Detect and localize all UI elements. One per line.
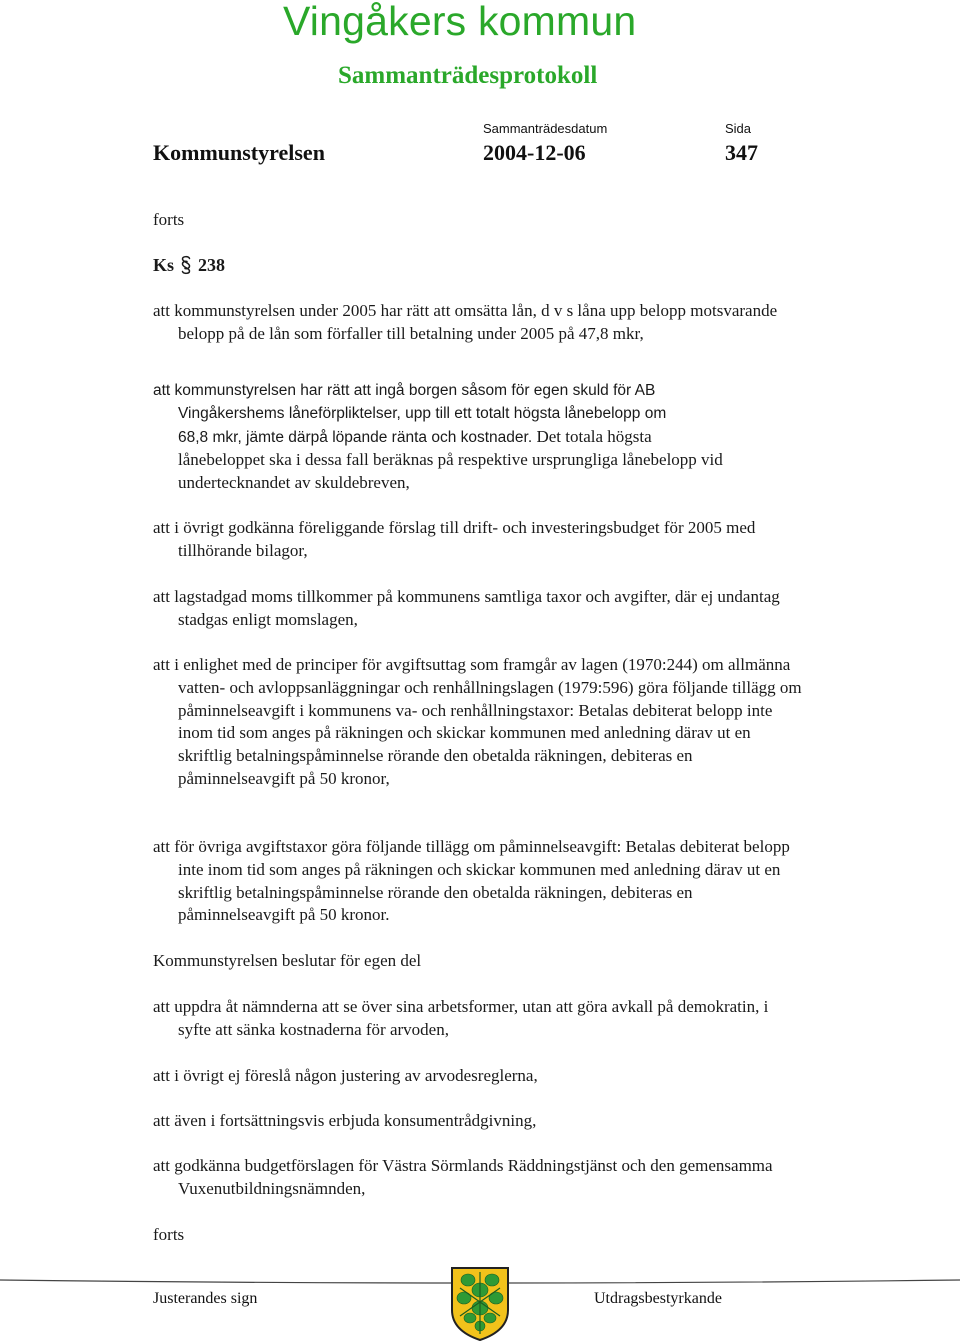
decision-clause-10: att godkänna budgetförslagen för Västra Sörmlands Räddningstjänst och den gemensamma Vuxenutbildningsnämnden, — [153, 1156, 773, 1198]
decision-clause-6: att för övriga avgiftstaxor göra följande tillägg om påminnelseavgift: Betalas debiterat belopp inte inom tid som anges på räkningen och skickar kommunen med anledning därav ut en skriftlig betalningspåminnelse rörande den obetalda räkningen, debiteras en påminnelseavgift på 50 kronor. — [153, 837, 790, 925]
footer-signature-label: Justerandes sign — [153, 1290, 258, 1307]
body-name: Kommunstyrelsen — [153, 140, 325, 165]
case-reference — [153, 254, 225, 277]
clause-2-line: undertecknandet av skuldebreven, — [178, 473, 410, 493]
decision-heading: Kommunstyrelsen beslutar för egen del — [153, 951, 422, 970]
continued-marker-top: forts — [153, 210, 185, 229]
document-type: Sammanträdesprotokoll — [338, 62, 598, 89]
date-label: Sammanträdesdatum — [483, 121, 608, 136]
clause-2-line — [153, 426, 823, 450]
decision-clause-8: att i övrigt ej föreslå någon justering av arvodesreglerna, — [153, 1066, 538, 1085]
clause-2-line: att kommunstyrelsen har rätt att ingå borgen såsom för egen skuld för AB — [153, 382, 656, 399]
page-label: Sida — [725, 121, 752, 136]
clause-2-line-tail: Det totala högsta — [536, 426, 652, 446]
municipal-crest-icon — [448, 1266, 512, 1342]
continued-marker-bottom: forts — [153, 1225, 185, 1244]
page-number: 347 — [725, 140, 758, 165]
meeting-date: 2004-12-06 — [483, 140, 586, 165]
footer-certification-label: Utdragsbestyrkande — [594, 1290, 722, 1307]
decision-clause-4: att lagstadgad moms tillkommer på kommunens samtliga taxor och avgifter, där ej undantag stadgas enligt momslagen, — [153, 587, 780, 629]
decision-clause-9: att även i fortsättningsvis erbjuda konsumentrådgivning, — [153, 1111, 537, 1130]
decision-clause-5: att i enlighet med de principer för avgiftsuttag som framgår av lagen (1970:244) om allmänna vatten- och avloppsanläggningar och renhållningslagen (1979:596) göra följande tillägg om påminnelseavgift i kommunens va- och renhållningstaxor: Betalas debiterat belopp inte inom tid som anges på räkningen och skickar kommunen med anledning därav ut en skriftlig betalningspåminnelse rörande den obetalda räkningen, debiteras en påminnelseavgift på 50 kronor, — [153, 655, 802, 788]
clause-2-line-text: 68,8 mkr, jämte därpå löpande ränta och kostnader. — [178, 428, 533, 446]
organization-title: Vingåkers kommun — [283, 0, 637, 44]
case-prefix: Ks — [153, 255, 175, 275]
decision-clause-7: att uppdra åt nämnderna att se över sina arbetsformer, utan att göra avkall på demokratin, i syfte att sänka kostnaderna för arvoden, — [153, 997, 769, 1039]
section-sign-icon — [177, 254, 195, 276]
clause-2-line: Vingåkershems låneförpliktelser, upp till ett totalt högsta lånebelopp om — [178, 404, 667, 422]
decision-clause-1: att kommunstyrelsen under 2005 har rätt att omsätta lån, d v s låna upp belopp motsvarande belopp på de lån som förfaller till betalning under 2005 på 47,8 mkr, — [153, 301, 778, 343]
clause-2-line: lånebeloppet ska i dessa fall beräknas på respektive ursprungliga lånebelopp vid — [178, 450, 723, 470]
decision-clause-2 — [153, 380, 823, 495]
decision-clause-3: att i övrigt godkänna föreliggande förslag till drift- och investeringsbudget för 2005 med tillhörande bilagor, — [153, 518, 756, 560]
case-number: 238 — [198, 255, 226, 275]
